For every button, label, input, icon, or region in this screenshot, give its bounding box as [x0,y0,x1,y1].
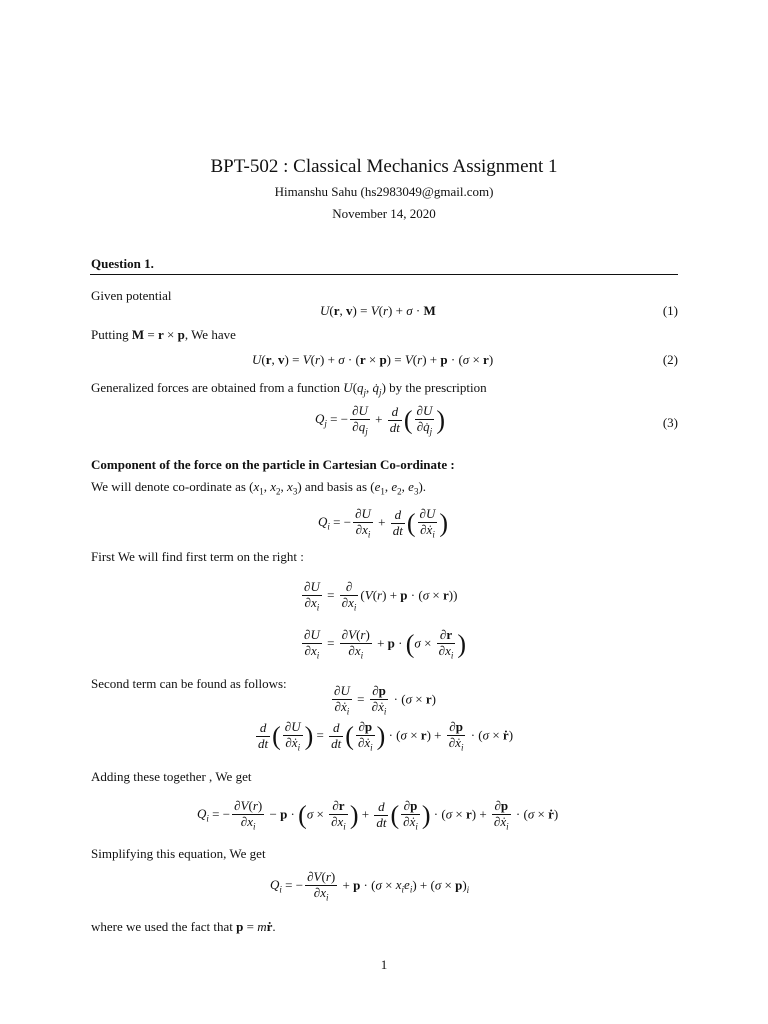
second-term-text: Second term can be found as follows: [91,676,287,691]
document-title: BPT-502 : Classical Mechanics Assignment 1 [210,156,558,177]
equation-3: $Q_j$ = − $\frac{\partial U}{\partial q_j}$ + $\frac{d}{dt}$ ( $\frac{\partial U}{\partial q̇_j}$ ) [315,403,446,437]
equation-2-number: (2) [662,352,678,367]
generalized-forces-text: Generalized forces are obtained from a function $U(q_j$, $q̇_j$) by the prescription [91,380,487,398]
equation-3-number: (3) [662,415,678,430]
document-author: Himanshu Sahu (hs2983049@gmail.com) [274,184,494,199]
putting-text: Putting M = r × p, We have [91,327,236,342]
equation-dU-dxdot: $\frac{\partial U}{\partial ẋ_i}$ = $\frac{\partial p}{\partial ẋ_i}$ · (σ × r) [334,683,436,717]
equation-ddt: $\frac{d}{dt}$ ( $\frac{\partial U}{\partial ẋ_i}$ ) = $\frac{d}{dt}$ ( $\frac{\partial p}{\partial ẋ_i}$ ) · (σ × r) + $\frac{\partial p}{\partial ẋ_i}$ · (σ × ṙ) [258,719,514,753]
where-used-text: where we used the fact that p = mṙ. [91,919,276,934]
equation-1: U(r, v) = V(r) + σ · M [320,303,436,318]
equation-qi-simplified: $Q_i$ = − $\frac{\partial V(r)}{\partial x_i}$ + $p \cdot (\sigma \times x_ie_i) + (\sigma \times p)_i$ [270,869,470,903]
simplifying-text: Simplifying this equation, We get [91,846,266,861]
first-term-text: First We will find first term on the right : [91,549,304,564]
denote-text: We will denote co-ordinate as ($x_1$, $x_2$, $x_3$) and basis as ($e_1$, $e_2$, $e_3$). [91,479,427,497]
component-heading: Component of the force on the particle in Cartesian Co-ordinate : [91,457,455,472]
page-number: 1 [380,957,388,972]
equation-qi: $Q_i$ = − $\frac{\partial U}{\partial x_i}$ + $\frac{d}{dt}$ ( $\frac{\partial U}{\partial ẋ_i}$ ) [318,506,449,540]
given-potential-text: Given potential [91,288,172,303]
equation-dU-dx-2: $\frac{\partial U}{\partial x_i}$ = $\frac{\partial V(r)}{\partial x_i}$ + p · (σ × $\frac{\partial r}{\partial x_i}$ ) [304,627,467,661]
section-rule [90,274,678,275]
equation-qi-full: $Q_i$ = − $\frac{\partial V(r)}{\partial x_i}$ − p · (σ × $\frac{\partial r}{\partial x_i}$ ) + $\frac{d}{dt}$ ( $\frac{\partial p}{\partial ẋ_i}$ ) · (σ × r) + $\frac{\partial p}{\partial ẋ_i}$ · (σ × ṙ) [197,798,559,832]
equation-dU-dx-1: $\frac{\partial U}{\partial x_i}$ = $\frac{\partial}{\partial x_i}$ (V(r) + p · (σ × r)) [304,579,458,613]
equation-1-number: (1) [662,303,678,318]
question-heading: Question 1. [91,256,154,271]
adding-text: Adding these together , We get [91,769,252,784]
equation-2: U(r, v) = V(r) + σ · (r × p) = V(r) + p · (σ × r) [252,352,494,367]
document-date: November 14, 2020 [332,206,436,221]
